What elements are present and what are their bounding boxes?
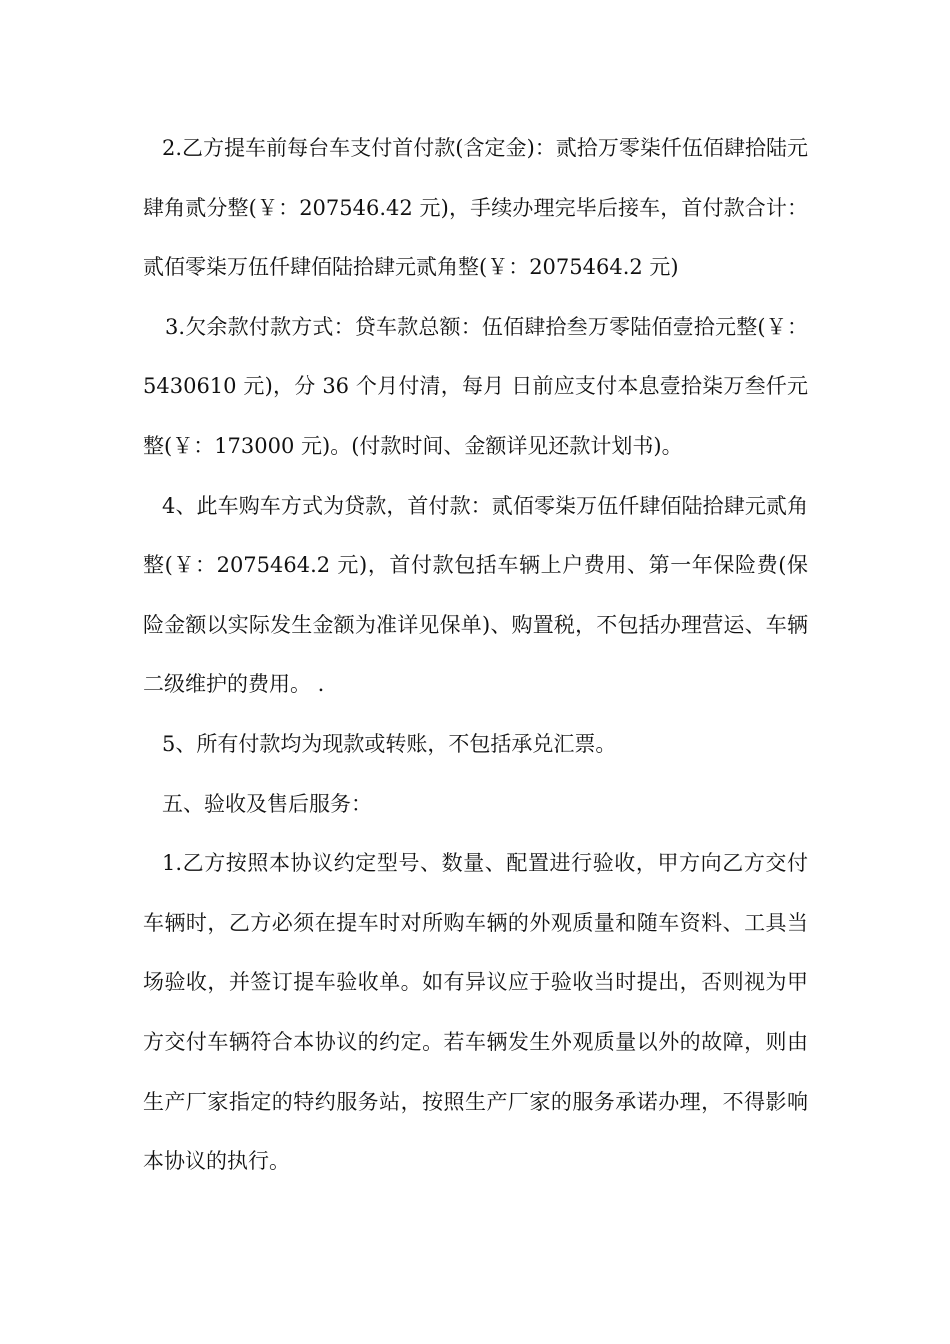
paragraph-balance-payment: 3.欠余款付款方式：贷车款总额：伍佰肆拾叁万零陆佰壹拾元整(￥：5430610 元)，分 36 个月付清，每月 日前应支付本息壹拾柒万叁仟元整(￥：173000 元)。(付款时间、金额详见还款计划书)。 — [143, 314, 808, 458]
paragraph-down-payment: 2.乙方提车前每台车支付首付款(含定金)：贰拾万零柒仟伍佰肆拾陆元肆角贰分整(￥：207546.42 元)，手续办理完毕后接车，首付款合计：贰佰零柒万伍仟肆佰陆拾肆元贰角整(￥：2075464.2 元) — [143, 136, 808, 280]
paragraph-acceptance-terms: 1.乙方按照本协议约定型号、数量、配置进行验收，甲方向乙方交付车辆时，乙方必须在提车时对所购车辆的外观质量和随车资料、工具当场验收，并签订提车验收单。如有异议应于验收当时提出，否则视为甲方交付车辆符合本协议的约定。若车辆发生外观质量以外的故障，则由生产厂家指定的特约服务站，按照生产厂家的服务承诺办理，不得影响本协议的执行。 — [143, 851, 808, 1174]
document-body — [143, 119, 808, 1192]
paragraph-loan-method: 4、此车购车方式为贷款，首付款：贰佰零柒万伍仟肆佰陆拾肆元贰角整(￥：2075464.2 元)，首付款包括车辆上户费用、第一年保险费(保险金额以实际发生金额为准详见保单)、购置税，不包括办理营运、车辆二级维护的费用。 . — [143, 493, 808, 697]
paragraph-payment-form: 5、所有付款均为现款或转账，不包括承兑汇票。 — [162, 731, 617, 756]
section-heading-acceptance: 五、验收及售后服务： — [162, 791, 372, 816]
